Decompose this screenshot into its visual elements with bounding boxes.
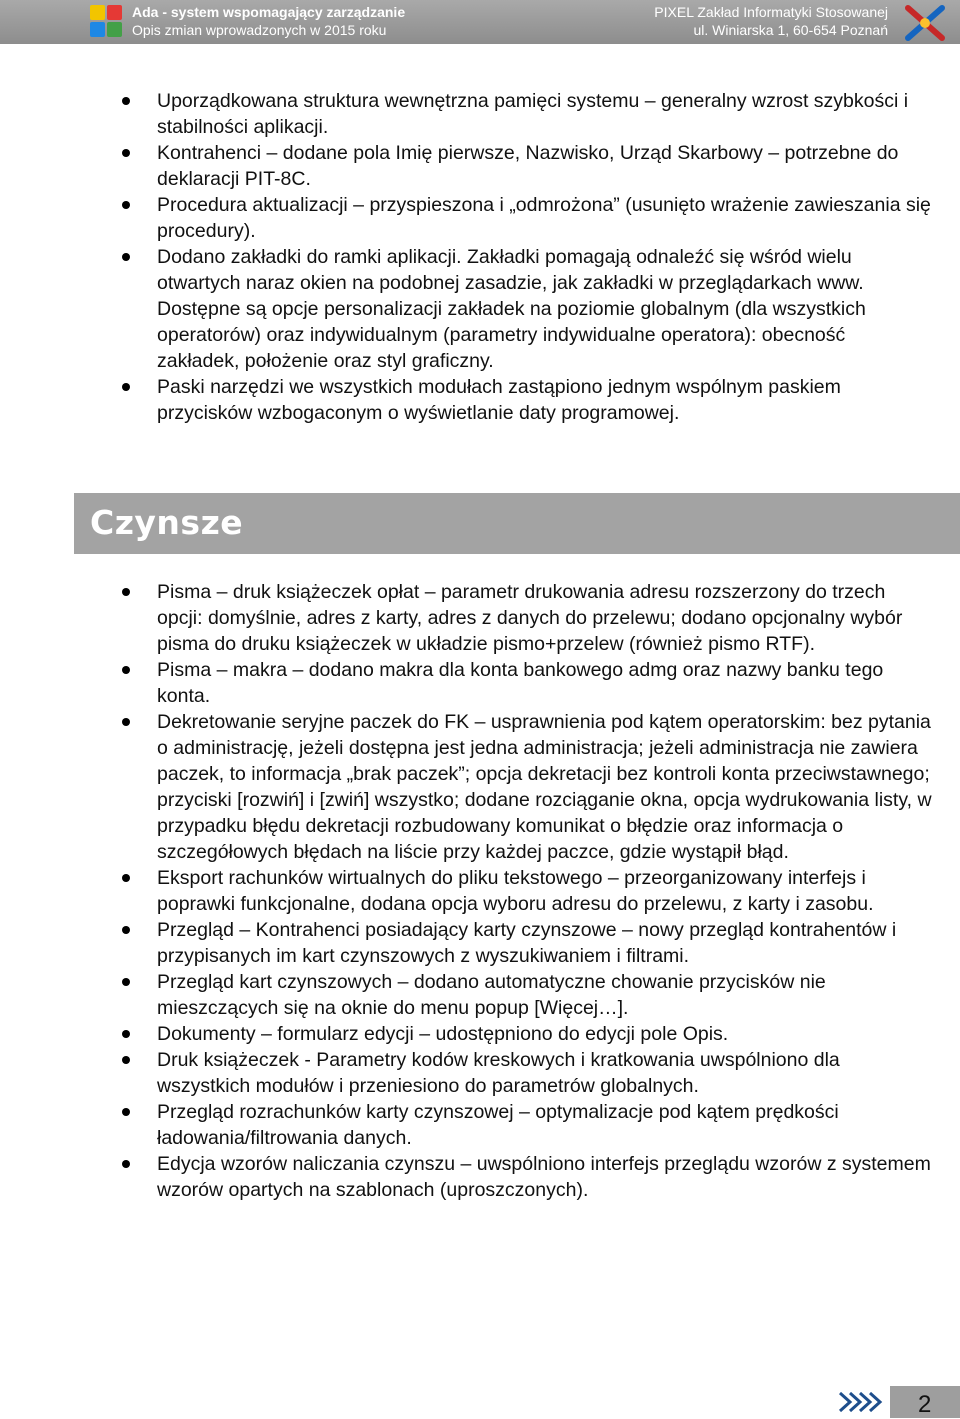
page-header (0, 0, 960, 44)
list-item-text: Przegląd – Kontrahenci posiadający karty czynszowe – nowy przegląd kontrahentów i przypisanych im kart czynszowych z wyszukiwaniem i filtrami. (157, 919, 897, 967)
bullet-icon (122, 149, 130, 157)
list-item-text: Druk książeczek - Parametry kodów kreskowych i kratkowania uwspólniono dla wszystkich modułów i przeniesiono do parametrów globalnych. (157, 1049, 840, 1097)
header-company-name: PIXEL Zakład Informatyki Stosowanej (654, 4, 888, 20)
header-doc-subtitle: Opis zmian wprowadzonych w 2015 roku (132, 22, 387, 38)
list-item (0, 865, 960, 917)
list-item (0, 1099, 960, 1151)
bullet-icon (122, 1056, 130, 1064)
bullet-icon (122, 588, 130, 596)
list-item-text: Pisma – druk książeczek opłat – parametr drukowania adresu rozszerzony do trzech opcji: domyślnie, adres z karty, adres z danych do przelewu; dodano opcjonalny wybór pisma do druku książeczek w układzie pismo+przelew (również pismo RTF). (157, 581, 903, 655)
bullet-icon (122, 253, 130, 261)
header-left-text (132, 3, 405, 39)
list-item-text: Paski narzędzi we wszystkich modułach zastąpiono jednym wspólnym paskiem przycisków wzbogaconym o wyświetlanie daty programowej. (157, 376, 841, 424)
list-item (0, 140, 960, 192)
list-item-text: Kontrahenci – dodane pola Imię pierwsze, Nazwisko, Urząd Skarbowy – potrzebne do deklaracji PIT-8C. (157, 142, 899, 190)
bullet-icon (122, 1030, 130, 1038)
bullet-icon (122, 666, 130, 674)
list-item (0, 917, 960, 969)
bullet-icon (122, 201, 130, 209)
section-title: Czynsze (90, 503, 244, 542)
list-item (0, 579, 960, 657)
double-chevron-right-icon (836, 1390, 884, 1414)
list-item (0, 709, 960, 865)
section-heading-band (74, 493, 960, 554)
list-item-text: Pisma – makra – dodano makra dla konta bankowego admg oraz nazwy banku tego konta. (157, 659, 884, 707)
list-item (0, 374, 960, 426)
bullet-icon (122, 1108, 130, 1116)
list-item (0, 1021, 960, 1047)
list-item (0, 244, 960, 374)
list-item (0, 192, 960, 244)
page-number: 2 (918, 1391, 932, 1418)
ada-logo-icon (88, 2, 126, 40)
list-item-text: Edycja wzorów naliczania czynszu – uwspólniono interfejs przeglądu wzorów z systemem wzorów opartych na szablonach (uproszczonych). (157, 1153, 931, 1201)
header-app-title: Ada - system wspomagający zarządzanie (132, 4, 406, 20)
bullet-icon (122, 383, 130, 391)
bullet-icon (122, 874, 130, 882)
list-item-text: Procedura aktualizacji – przyspieszona i „odmrożona” (usunięto wrażenie zawieszania się procedury). (157, 194, 931, 242)
header-company-address: ul. Winiarska 1, 60-654 Poznań (693, 22, 888, 38)
header-right-text (654, 3, 888, 39)
list-item (0, 88, 960, 140)
changes-list-general (0, 88, 960, 426)
list-item (0, 1047, 960, 1099)
list-item (0, 657, 960, 709)
list-item-text: Przegląd rozrachunków karty czynszowej – optymalizacje pod kątem prędkości ładowania/filtrowania danych. (157, 1101, 839, 1149)
list-item-text: Dokumenty – formularz edycji – udostępniono do edycji pole Opis. (157, 1023, 729, 1045)
bullet-icon (122, 97, 130, 105)
pixel-logo-icon (904, 2, 946, 44)
bullet-icon (122, 718, 130, 726)
list-item-text: Eksport rachunków wirtualnych do pliku tekstowego – przeorganizowany interfejs i poprawki funkcjonalne, dodana opcja wyboru adresu do przelewu, z karty i zasobu. (157, 867, 874, 915)
bullet-icon (122, 926, 130, 934)
list-item-text: Dekretowanie seryjne paczek do FK – usprawnienia pod kątem operatorskim: bez pytania o administrację, jeżeli dostępna jest jedna administracja; jeżeli administracja nie zawiera paczek, to informacja „brak paczek”; opcja dekretacji bez kontroli konta przeciwstawnego; przyciski [rozwiń] i [zwiń] wszystko; dodane rozciąganie okna, opcja wydrukowania listy, w przypadku błędu dekretacji rozbudowany komunikat o błędzie oraz informacja o szczegółowych błędach na liście przy każdej paczce, gdzie wystąpił błąd. (157, 711, 932, 863)
list-item (0, 1151, 960, 1203)
list-item-text: Uporządkowana struktura wewnętrzna pamięci systemu – generalny wzrost szybkości i stabilności aplikacji. (157, 90, 909, 138)
list-item-text: Przegląd kart czynszowych – dodano automatyczne chowanie przycisków nie mieszczących się na oknie do menu popup [Więcej…]. (157, 971, 826, 1019)
bullet-icon (122, 1160, 130, 1168)
list-item (0, 969, 960, 1021)
changes-list-czynsze (0, 579, 960, 1203)
list-item-text: Dodano zakładki do ramki aplikacji. Zakładki pomagają odnaleźć się wśród wielu otwartych naraz okien na podobnej zasadzie, jak zakładki w przeglądarkach www. Dostępne są opcje personalizacji zakładek na poziomie globalnym (dla wszystkich operatorów) oraz indywidualnym (parametry indywidualne operatora): obecność zakładek, położenie oraz styl graficzny. (157, 246, 866, 372)
bullet-icon (122, 978, 130, 986)
